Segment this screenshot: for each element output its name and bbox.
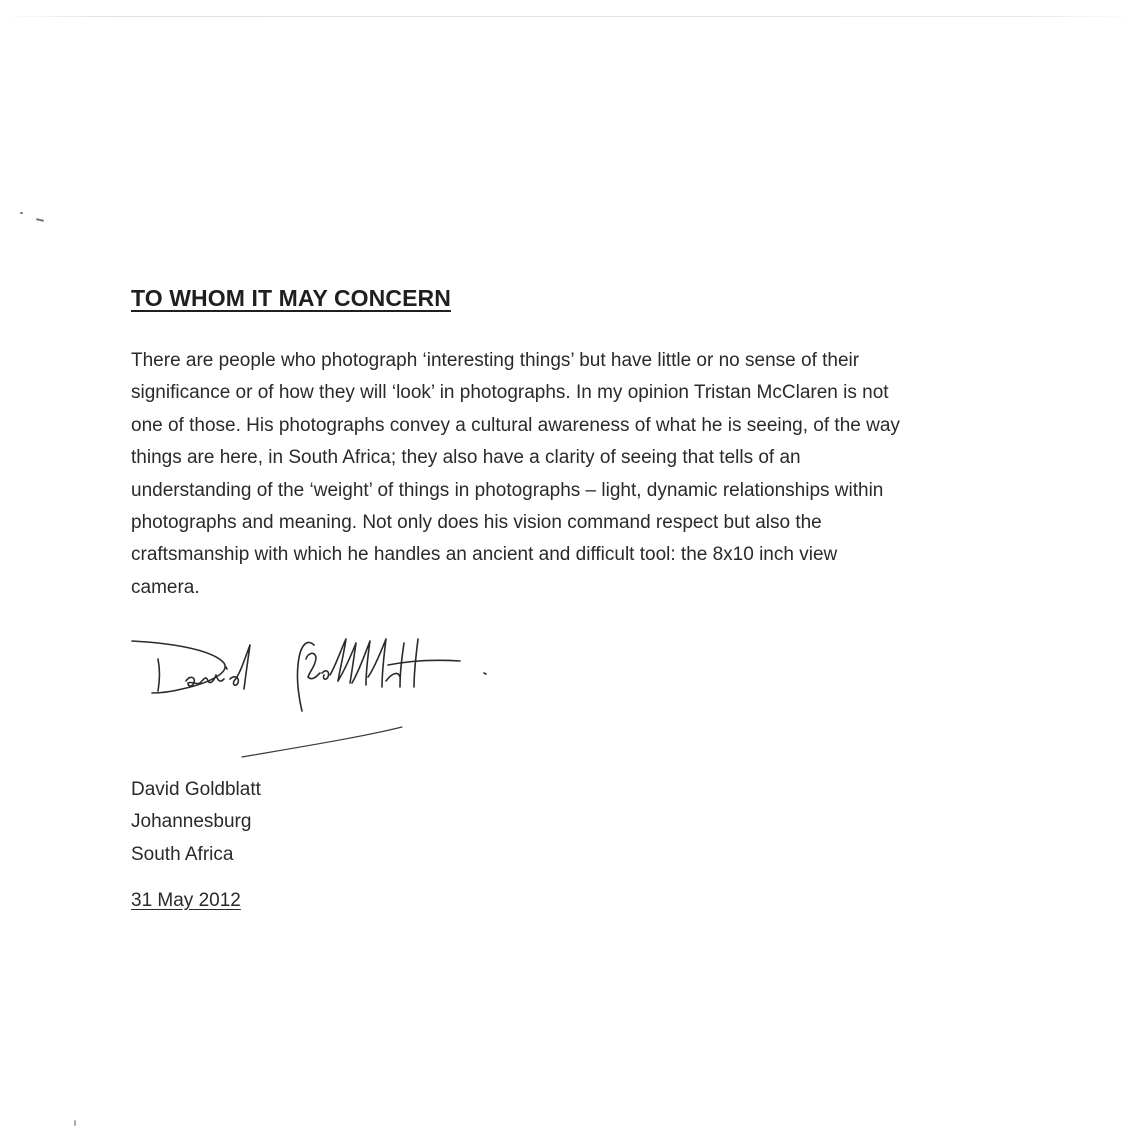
handwritten-signature (130, 625, 490, 770)
body-line: There are people who photograph ‘interesting things’ but have little or no sense of their (131, 350, 860, 371)
letter-date: 31 May 2012 (131, 890, 241, 911)
body-line: one of those. His photographs convey a cultural awareness of what he is seeing, of the way (131, 414, 900, 436)
body-line: things are here, in South Africa; they also have a clarity of seeing that tells of an (131, 447, 801, 469)
body-line: understanding of the ‘weight’ of things in photographs – light, dynamic relationships within (131, 479, 884, 501)
body-line: photographs and meaning. Not only does his vision command respect but also the (131, 512, 822, 534)
sender-country: South Africa (131, 843, 234, 865)
scan-speck (36, 218, 44, 222)
scan-edge-line (0, 16, 1139, 17)
scan-speck (20, 212, 23, 214)
sender-city: Johannesburg (131, 811, 252, 833)
scan-speck (74, 1120, 76, 1126)
letter-heading: TO WHOM IT MAY CONCERN (131, 285, 451, 311)
body-line: camera. (131, 576, 200, 598)
letter-body (131, 345, 991, 604)
sender-address (131, 774, 261, 871)
body-line: craftsmanship with which he handles an ancient and difficult tool: the 8x10 inch view (131, 544, 838, 566)
sender-name: David Goldblatt (131, 779, 261, 800)
body-line: significance or of how they will ‘look’ in photographs. In my opinion Tristan McClaren is not (131, 382, 889, 404)
